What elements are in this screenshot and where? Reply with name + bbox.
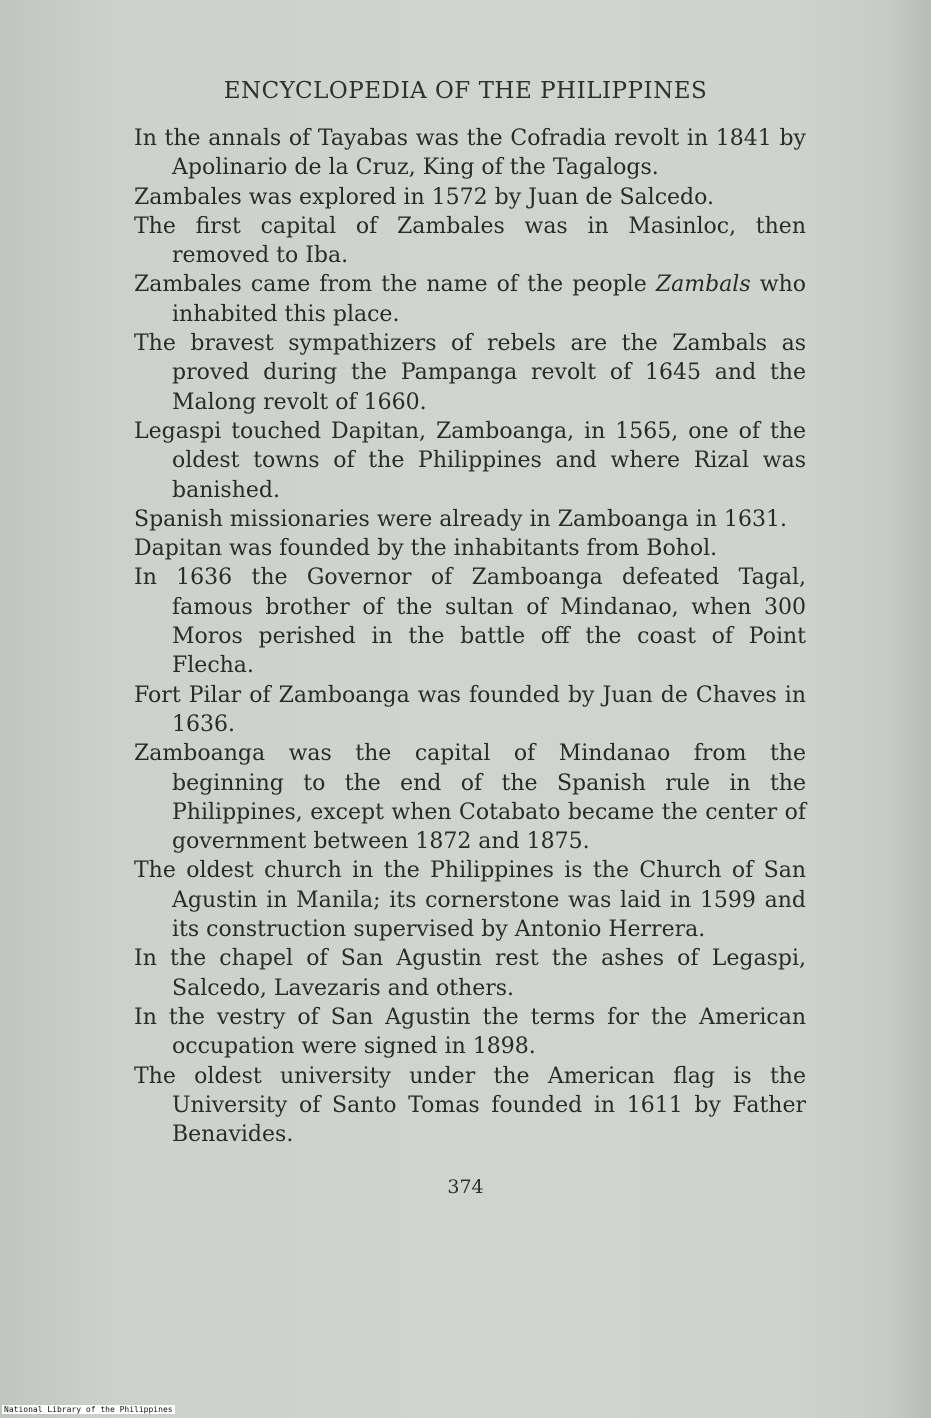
entry-8: Dapitan was founded by the inhabitants from Bohol. — [134, 536, 718, 562]
running-head: ENCYCLOPEDIA OF THE PHILIPPINES — [223, 78, 708, 104]
entry-13: In the chapel of San Agustin rest the ashes of Legaspi, Salcedo, Lavezaris and others. — [134, 946, 806, 1001]
entry-1: In the annals of Tayabas was the Cofradia revolt in 1841 by Apolinario de la Cruz, King of the Tagalogs. — [134, 126, 806, 181]
entry-9: In 1636 the Governor of Zamboanga defeated Tagal, famous brother of the sultan of Mindanao, when 300 Moros perished in the battle off the coast of Point Flecha. — [134, 565, 806, 679]
entry-4-text-after: who inhabited this place. — [172, 272, 806, 327]
entry-11: Zamboanga was the capital of Mindanao from the beginning to the end of the Spanish rule in the Philippines, except when Cotabato became the center of government between 1872 and 1875. — [134, 741, 806, 855]
entry-6: Legaspi touched Dapitan, Zamboanga, in 1565, one of the oldest towns of the Philippines and where Rizal was banished. — [134, 418, 806, 503]
entry-4 — [134, 270, 806, 329]
entry-7: Spanish missionaries were already in Zamboanga in 1631. — [134, 506, 787, 532]
entry-12: The oldest church in the Philippines is the Church of San Agustin in Manila; its cornerstone was laid in 1599 and its construction supervised by Antonio Herrera. — [134, 858, 806, 943]
entry-2: Zambales was explored in 1572 by Juan de Salcedo. — [134, 184, 714, 210]
page-gutter-shadow — [891, 0, 931, 1418]
library-credit: National Library of the Philippines — [4, 1405, 173, 1414]
entry-list — [134, 124, 806, 1149]
entry-4-italic-term: Zambals — [655, 272, 751, 298]
entry-14: In the vestry of San Agustin the terms for the American occupation were signed in 1898. — [134, 1004, 806, 1060]
entry-10: Fort Pilar of Zamboanga was founded by Juan de Chaves in 1636. — [134, 682, 806, 737]
entry-5: The bravest sympathizers of rebels are the Zambals as proved during the Pampanga revolt of 1645 and the Malong revolt of 1660. — [134, 331, 806, 415]
entry-15: The oldest university under the American flag is the University of Santo Tomas founded in 1611 by Father Benavides. — [134, 1063, 806, 1148]
page-number: 374 — [447, 1176, 484, 1198]
entry-4-text-before: Zambales came from the name of the people — [134, 272, 656, 298]
entry-3: The first capital of Zambales was in Masinloc, then removed to Iba. — [134, 213, 806, 269]
